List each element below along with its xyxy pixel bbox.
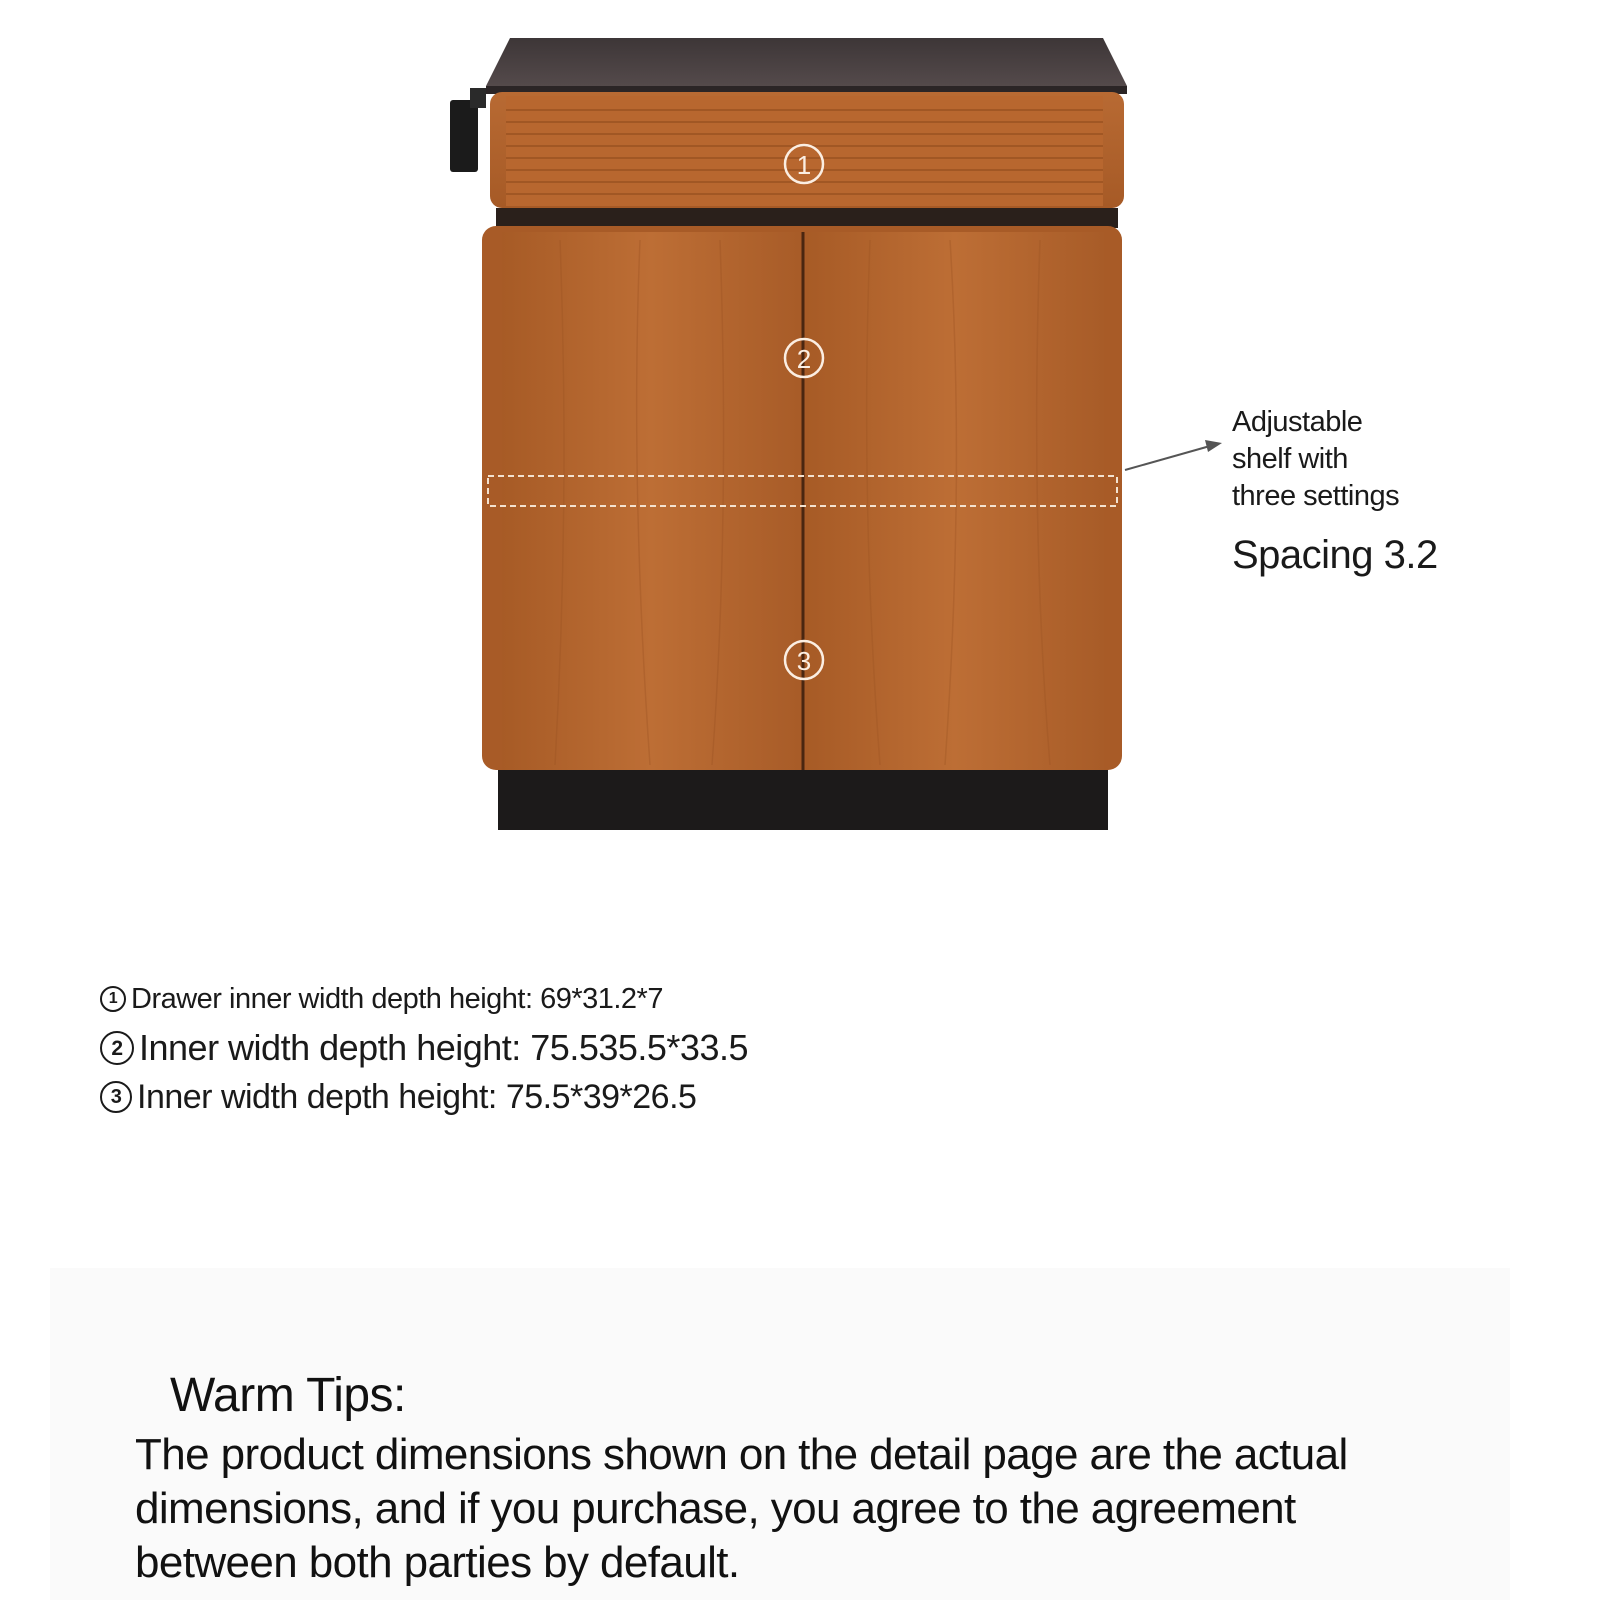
svg-text:2: 2 — [796, 344, 812, 374]
spec-lower-compartment — [100, 1073, 748, 1121]
spec-marker: 2 — [100, 1031, 134, 1065]
dimension-specs — [100, 975, 748, 1121]
side-handle — [450, 100, 478, 172]
spec-upper-compartment — [100, 1023, 748, 1073]
shelf-spacing-label: Spacing 3.2 — [1232, 533, 1438, 577]
callout-line: Adjustable — [1232, 406, 1363, 438]
cabinet-base — [498, 770, 1108, 830]
svg-text:3: 3 — [796, 646, 812, 676]
warm-tips-title: Warm Tips: — [170, 1369, 406, 1422]
right-door — [806, 232, 1104, 770]
spec-marker: 1 — [100, 986, 126, 1012]
left-door — [502, 232, 800, 770]
spec-marker: 3 — [100, 1081, 132, 1113]
cabinet-top — [486, 38, 1127, 86]
shelf-callout — [1232, 404, 1462, 515]
spec-drawer — [100, 975, 748, 1023]
spec-text: Inner width depth height: 75.535.5*33.5 — [139, 1027, 748, 1068]
svg-text:1: 1 — [796, 150, 812, 180]
callout-arrow — [1125, 440, 1222, 470]
warm-tips-body: The product dimensions shown on the detail page are the actual dimensions, and if you purchase, you agree to the agreement between both parties by default. — [135, 1430, 1348, 1587]
warm-tips-panel — [50, 1268, 1510, 1600]
callout-line: three settings — [1232, 480, 1400, 512]
callout-line: shelf with — [1232, 443, 1348, 475]
spec-text: Inner width depth height: 75.5*39*26.5 — [137, 1077, 697, 1116]
spec-text: Drawer inner width depth height: 69*31.2*7 — [131, 982, 663, 1015]
